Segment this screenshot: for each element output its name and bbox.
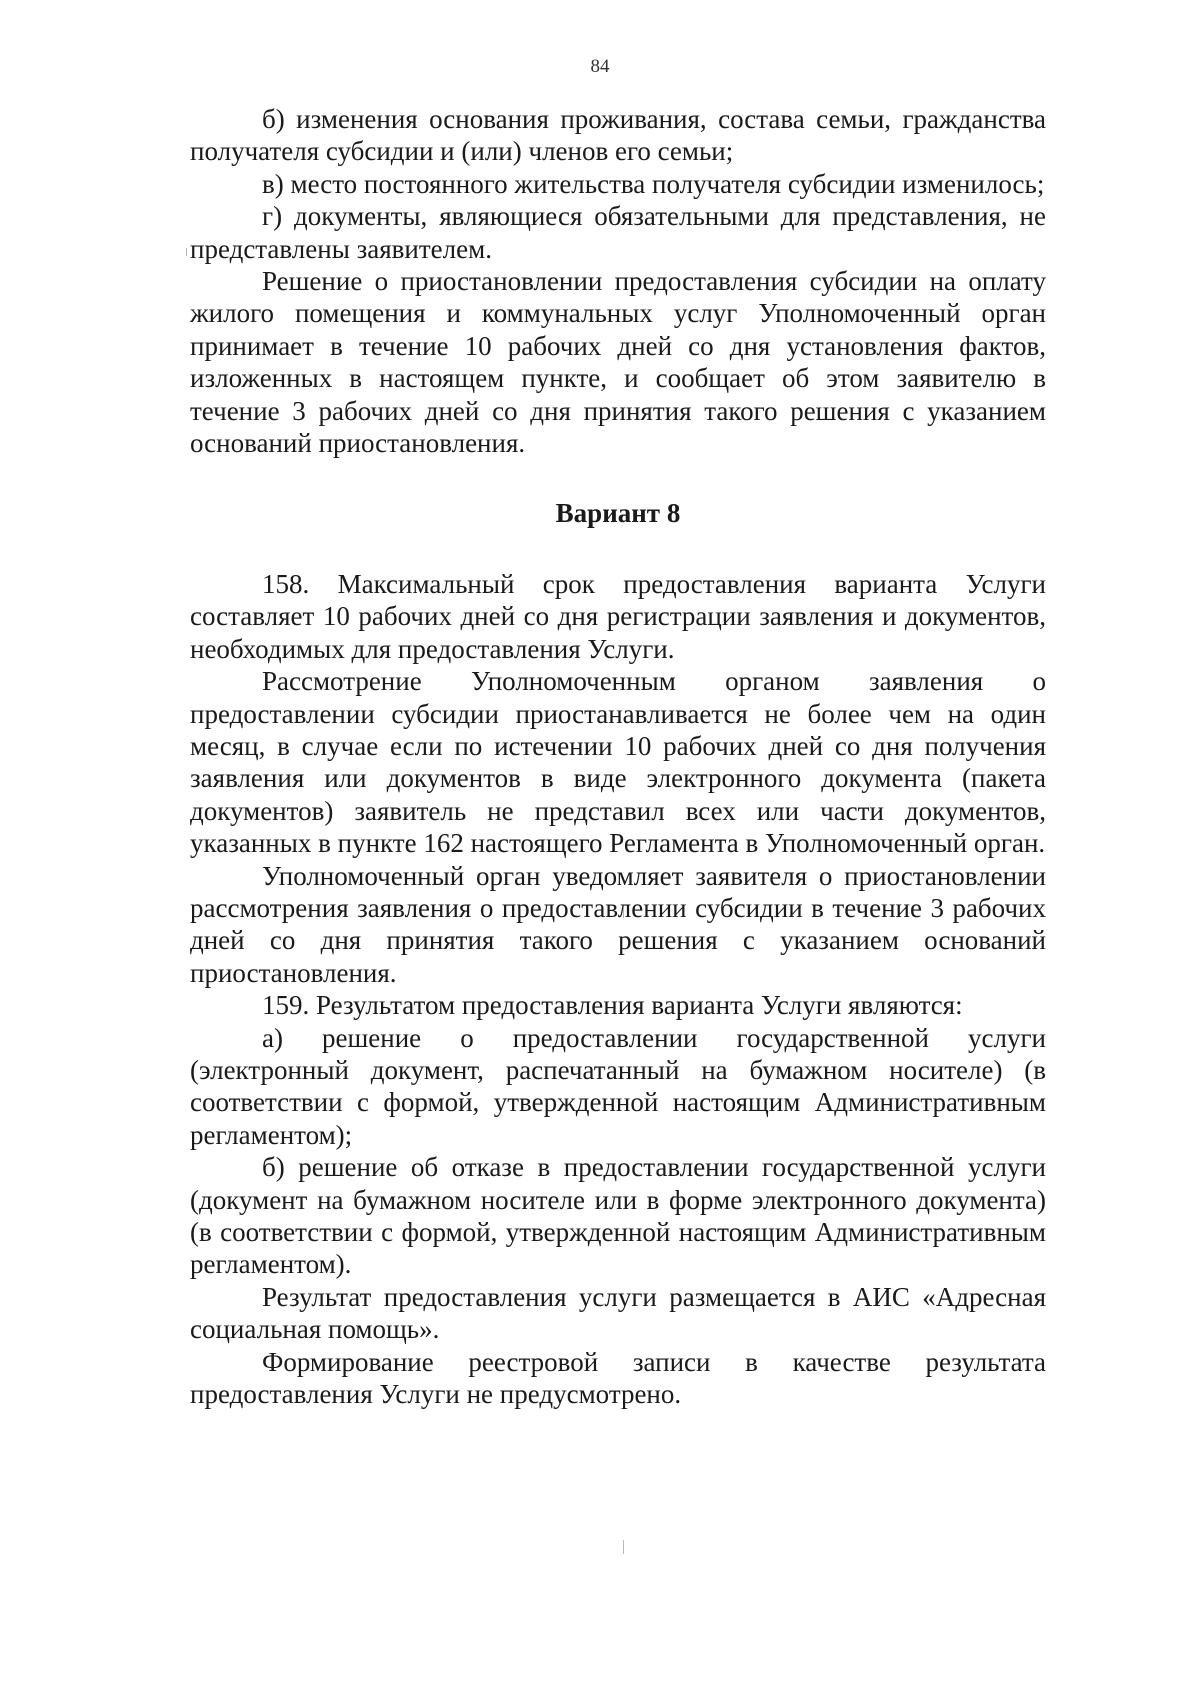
paragraph-result-b: б) решение об отказе в предоставлении государственной услуги (документ на бумажном носителе или в форме электронного документа) (в соответствии с формой, утвержденной настоящим Административным регламентом).	[190, 1152, 1046, 1280]
paragraph-item-v: в) место постоянного жительства получателя субсидии изменилось;	[262, 168, 1045, 199]
paragraph-159: 159. Результатом предоставления варианта Услуги являются:	[262, 990, 963, 1021]
paragraph-result-a: а) решение о предоставлении государственной услуги (электронный документ, распечатанный на бумажном носителе) (в соответствии с формой, утвержденной настоящим Административным регламентом);	[190, 1022, 1046, 1150]
scan-artifact	[186, 248, 187, 256]
scan-artifact	[623, 1540, 624, 1554]
paragraph-item-g: г) документы, являющиеся обязательными для представления, не представлены заявителем.	[190, 201, 1046, 264]
paragraph-result-placement: Результат предоставления услуги размещается в АИС «Адресная социальная помощь».	[190, 1281, 1046, 1345]
paragraph-suspension-decision: Решение о приостановлении предоставления субсидии на оплату жилого помещения и коммунальных услуг Уполномоченный орган принимает в течение 10 рабочих дней со дня установления фактов, изложенных в настоящем пункте, и сообщает об этом заявителю в течение 3 рабочих дней со дня принятия такого решения с указанием оснований приостановления.	[190, 266, 1046, 459]
paragraph-review-suspension: Рассмотрение Уполномоченным органом заявления о предоставлении субсидии приостанавливается не более чем на один месяц, в случае если по истечении 10 рабочих дней со дня получения заявления или документов в виде электронного документа (пакета документов) заявитель не представил всех или части документов, указанных в пункте 162 настоящего Регламента в Уполномоченный орган.	[190, 666, 1046, 859]
paragraph-158: 158. Максимальный срок предоставления варианта Услуги составляет 10 рабочих дней со дня регистрации заявления и документов, необходимых для предоставления Услуги.	[190, 568, 1046, 664]
paragraph-item-b: б) изменения основания проживания, состава семьи, гражданства получателя субсидии и (или) членов его семьи;	[190, 104, 1046, 167]
paragraph-notification: Уполномоченный орган уведомляет заявителя о приостановлении рассмотрения заявления о предоставлении субсидии в течение 3 рабочих дней со дня принятия такого решения с указанием оснований приостановления.	[190, 860, 1046, 988]
section-heading: Вариант 8	[555, 498, 681, 529]
paragraph-registry-record: Формирование реестровой записи в качестве результата предоставления Услуги не предусмотрено.	[190, 1346, 1046, 1410]
page-number: 84	[590, 56, 610, 77]
document-body	[190, 103, 1046, 1410]
